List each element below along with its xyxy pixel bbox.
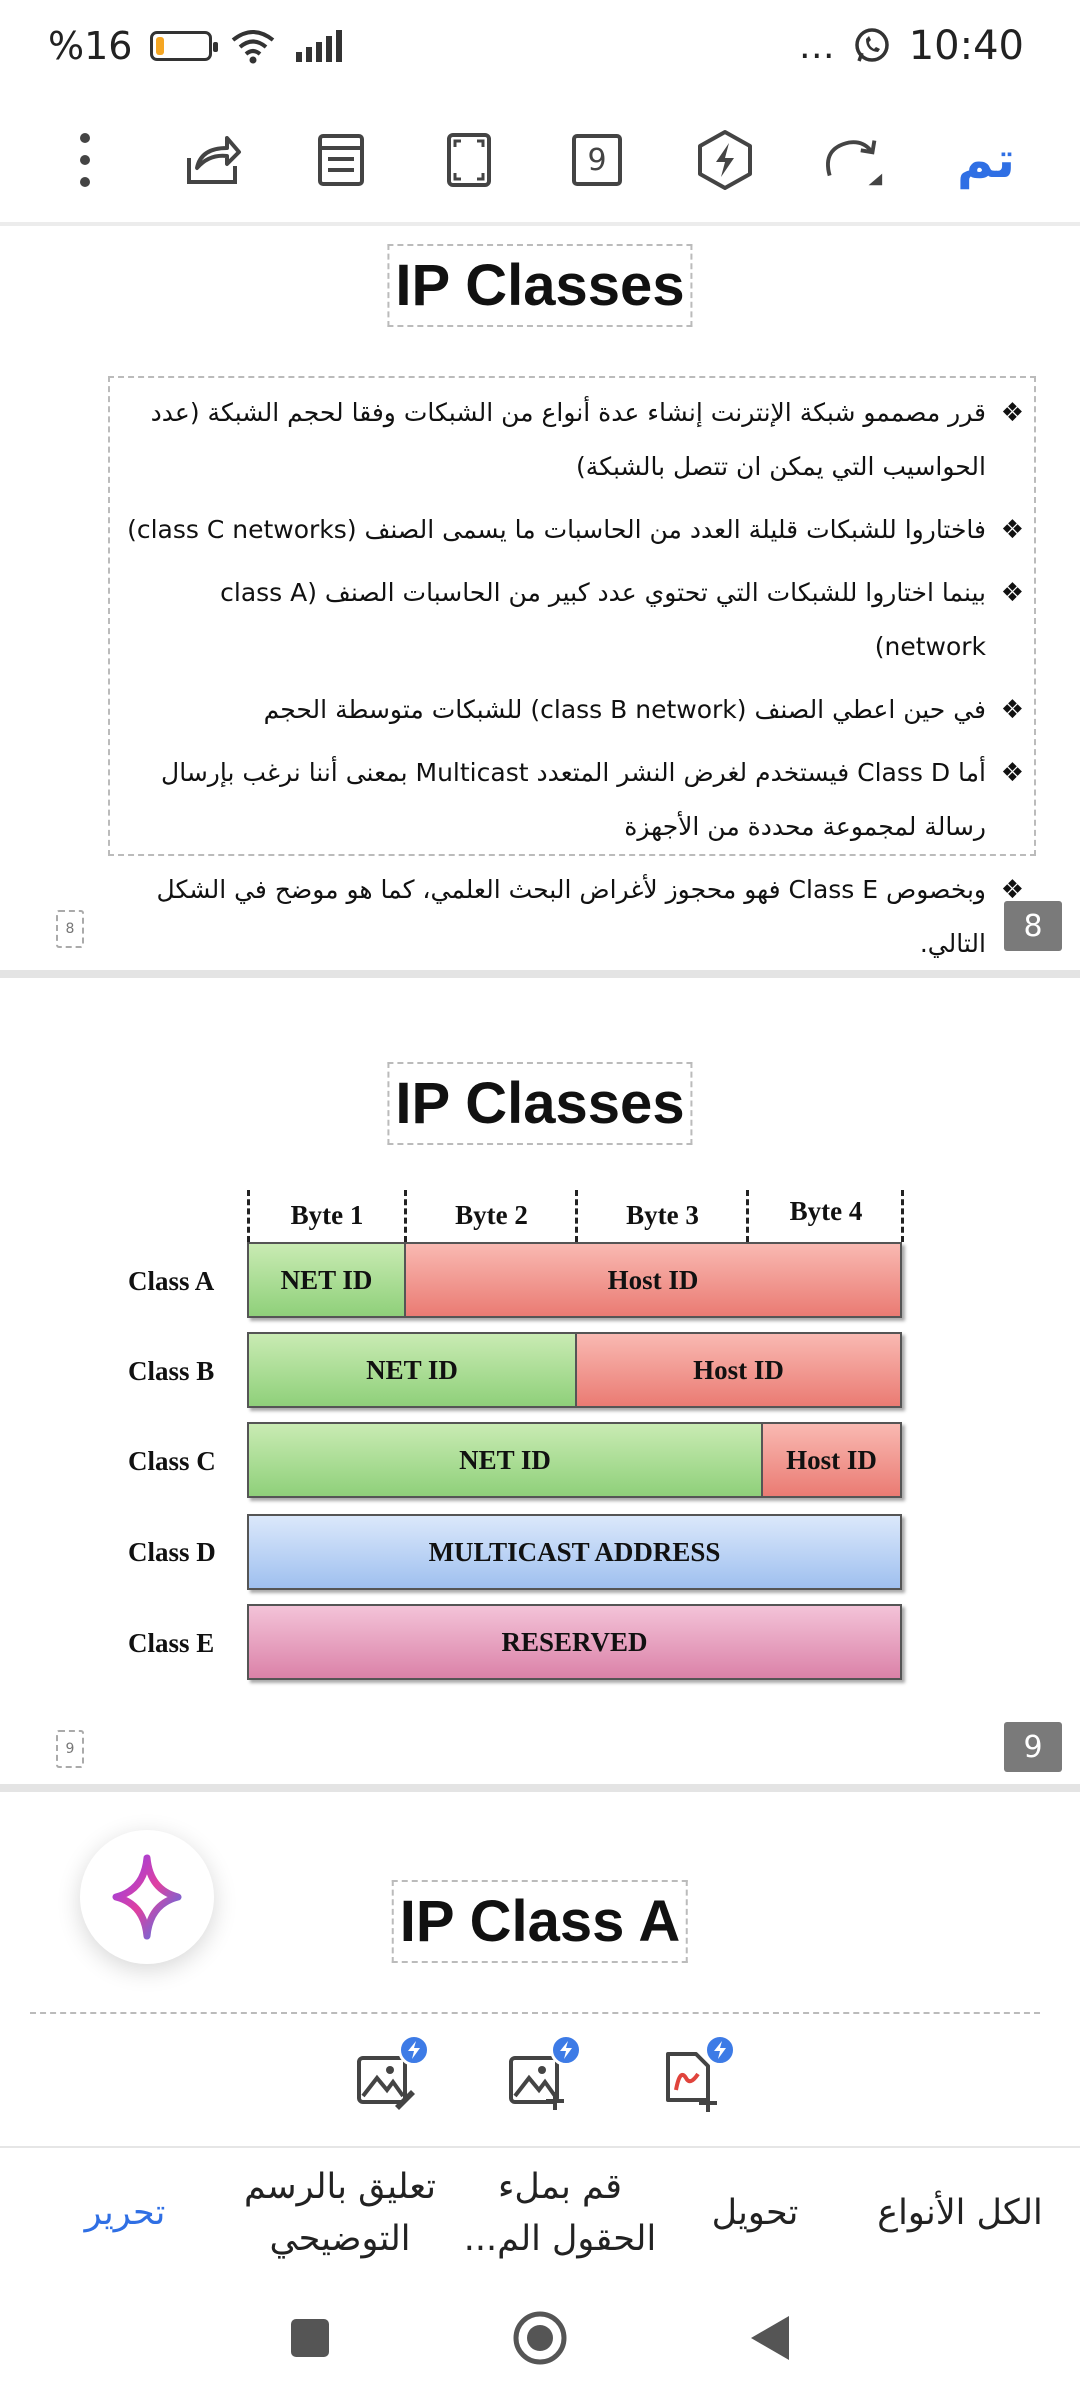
bullet-item: ❖ أما Class D فيستخدم لغرض النشر المتعدد Multicast بمعنى أننا نرغب بإرسال رسالة لمجموعة محددة من الأجهزة — [122, 746, 1024, 854]
net-id-segment: NET ID — [249, 1244, 406, 1316]
class-e-bar — [247, 1604, 902, 1680]
bullet-item: ❖ وبخصوص Class E فهو محجوز لأغراض البحث العلمي، كما هو موضح في الشكل التالي. — [122, 863, 1024, 971]
byte-label: Byte 2 — [455, 1200, 528, 1230]
recents-button-icon[interactable] — [289, 2317, 331, 2359]
host-id-segment: Host ID — [406, 1244, 900, 1316]
premium-badge-icon — [704, 2034, 736, 2066]
system-nav-bar — [0, 2276, 1080, 2400]
top-toolbar — [0, 100, 1080, 220]
host-id-segment: Host ID — [577, 1334, 900, 1406]
byte-label: Byte 3 — [626, 1200, 699, 1230]
whatsapp-icon — [853, 27, 891, 65]
bullet-item: ❖ بينما اختاروا للشبكات التي تحتوي عدد كبير من الحاسبات الصنف (class A network) — [122, 566, 1024, 674]
page-number-icon[interactable] — [562, 125, 632, 195]
ai-tools-icon[interactable] — [690, 125, 760, 195]
tab-annotate[interactable]: تعليق بالرسم التوضيحي — [243, 2167, 437, 2259]
page-divider — [0, 1784, 1080, 1792]
reader-mode-icon[interactable] — [306, 125, 376, 195]
add-image-button[interactable] — [502, 2046, 572, 2116]
class-d-bar — [247, 1514, 902, 1590]
page-divider — [0, 970, 1080, 978]
page-number-mark: 8 — [56, 910, 84, 948]
byte-divider — [746, 1190, 749, 1242]
bullet-item: ❖ في حين اعطي الصنف (class B network) للشبكات متوسطة الحجم — [122, 683, 1024, 737]
status-right — [799, 23, 1024, 69]
net-id-segment: NET ID — [249, 1424, 763, 1496]
quick-tools-row — [0, 2018, 1080, 2144]
page-number-label: 9 — [587, 142, 607, 178]
bullet-item: ❖ فاختاروا للشبكات قليلة العدد من الحاسبات ما يسمى الصنف (class C networks) — [122, 503, 1024, 557]
host-id-segment: Host ID — [763, 1424, 900, 1496]
share-icon[interactable] — [178, 125, 248, 195]
tab-edit[interactable]: تحرير — [84, 2193, 166, 2233]
ai-assistant-button[interactable] — [80, 1830, 214, 1964]
pdf-page-8[interactable] — [0, 226, 1080, 970]
class-b-bar — [247, 1332, 902, 1408]
status-bar — [0, 0, 1080, 92]
byte-divider — [247, 1190, 250, 1242]
tab-convert[interactable]: تحويل — [711, 2193, 799, 2233]
battery-icon — [150, 31, 212, 61]
tab-all-types[interactable]: الكل الأنواع — [877, 2193, 1043, 2233]
reserved-segment: RESERVED — [249, 1606, 900, 1678]
more-notifications-icon: … — [798, 25, 835, 67]
slide-text-box[interactable] — [108, 376, 1036, 958]
premium-badge-icon — [398, 2034, 430, 2066]
clock: 10:40 — [908, 23, 1024, 69]
byte-divider — [404, 1190, 407, 1242]
slide-title: IP Class A — [392, 1880, 688, 1963]
fullscreen-icon[interactable] — [434, 125, 504, 195]
class-a-bar — [247, 1242, 902, 1318]
net-id-segment: NET ID — [249, 1334, 577, 1406]
wifi-icon — [230, 28, 276, 64]
redo-icon[interactable] — [818, 125, 888, 195]
slide-title: IP Classes — [387, 1062, 692, 1145]
signal-icon — [294, 30, 344, 62]
byte-divider — [575, 1190, 578, 1242]
done-button[interactable] — [946, 125, 1026, 195]
bottom-tab-bar — [0, 2146, 1080, 2276]
premium-badge-icon — [550, 2034, 582, 2066]
class-label: Class C — [128, 1446, 216, 1476]
byte-divider — [901, 1190, 904, 1242]
back-button-icon[interactable] — [749, 2314, 791, 2362]
byte-label: Byte 4 — [789, 1196, 863, 1226]
class-label: Class A — [128, 1266, 215, 1296]
page-number-badge: 8 — [1004, 901, 1062, 951]
battery-level — [156, 37, 164, 55]
battery-percent: %16 — [48, 24, 133, 68]
byte-label: Byte 1 — [290, 1200, 364, 1230]
slide-title: IP Classes — [387, 244, 692, 327]
page-number-mark: 9 — [56, 1730, 84, 1768]
annotate-image-button[interactable] — [350, 2046, 420, 2116]
class-label: Class D — [128, 1537, 216, 1567]
tab-fill-fields[interactable]: قم بملء الحقول الم... — [463, 2167, 657, 2259]
bullet-item: ❖ قرر مصممو شبكة الإنترنت إنشاء عدة أنواع من الشبكات وفقا لحجم الشبكة (عدد الحواسيب التي يمكن ان تتصل بالشبكة) — [122, 386, 1024, 494]
pdf-sign-button[interactable] — [656, 2046, 726, 2116]
home-button-icon[interactable] — [510, 2308, 570, 2368]
multicast-segment: MULTICAST ADDRESS — [249, 1516, 900, 1588]
sparkle-icon — [112, 1854, 182, 1940]
more-vert-icon[interactable] — [50, 125, 120, 195]
class-label: Class B — [128, 1356, 215, 1386]
done-label: تم — [957, 131, 1015, 189]
byte-header — [247, 1190, 902, 1234]
class-label: Class E — [128, 1628, 215, 1658]
page-number-badge: 9 — [1004, 1722, 1062, 1772]
class-c-bar — [247, 1422, 902, 1498]
status-left — [48, 24, 344, 68]
